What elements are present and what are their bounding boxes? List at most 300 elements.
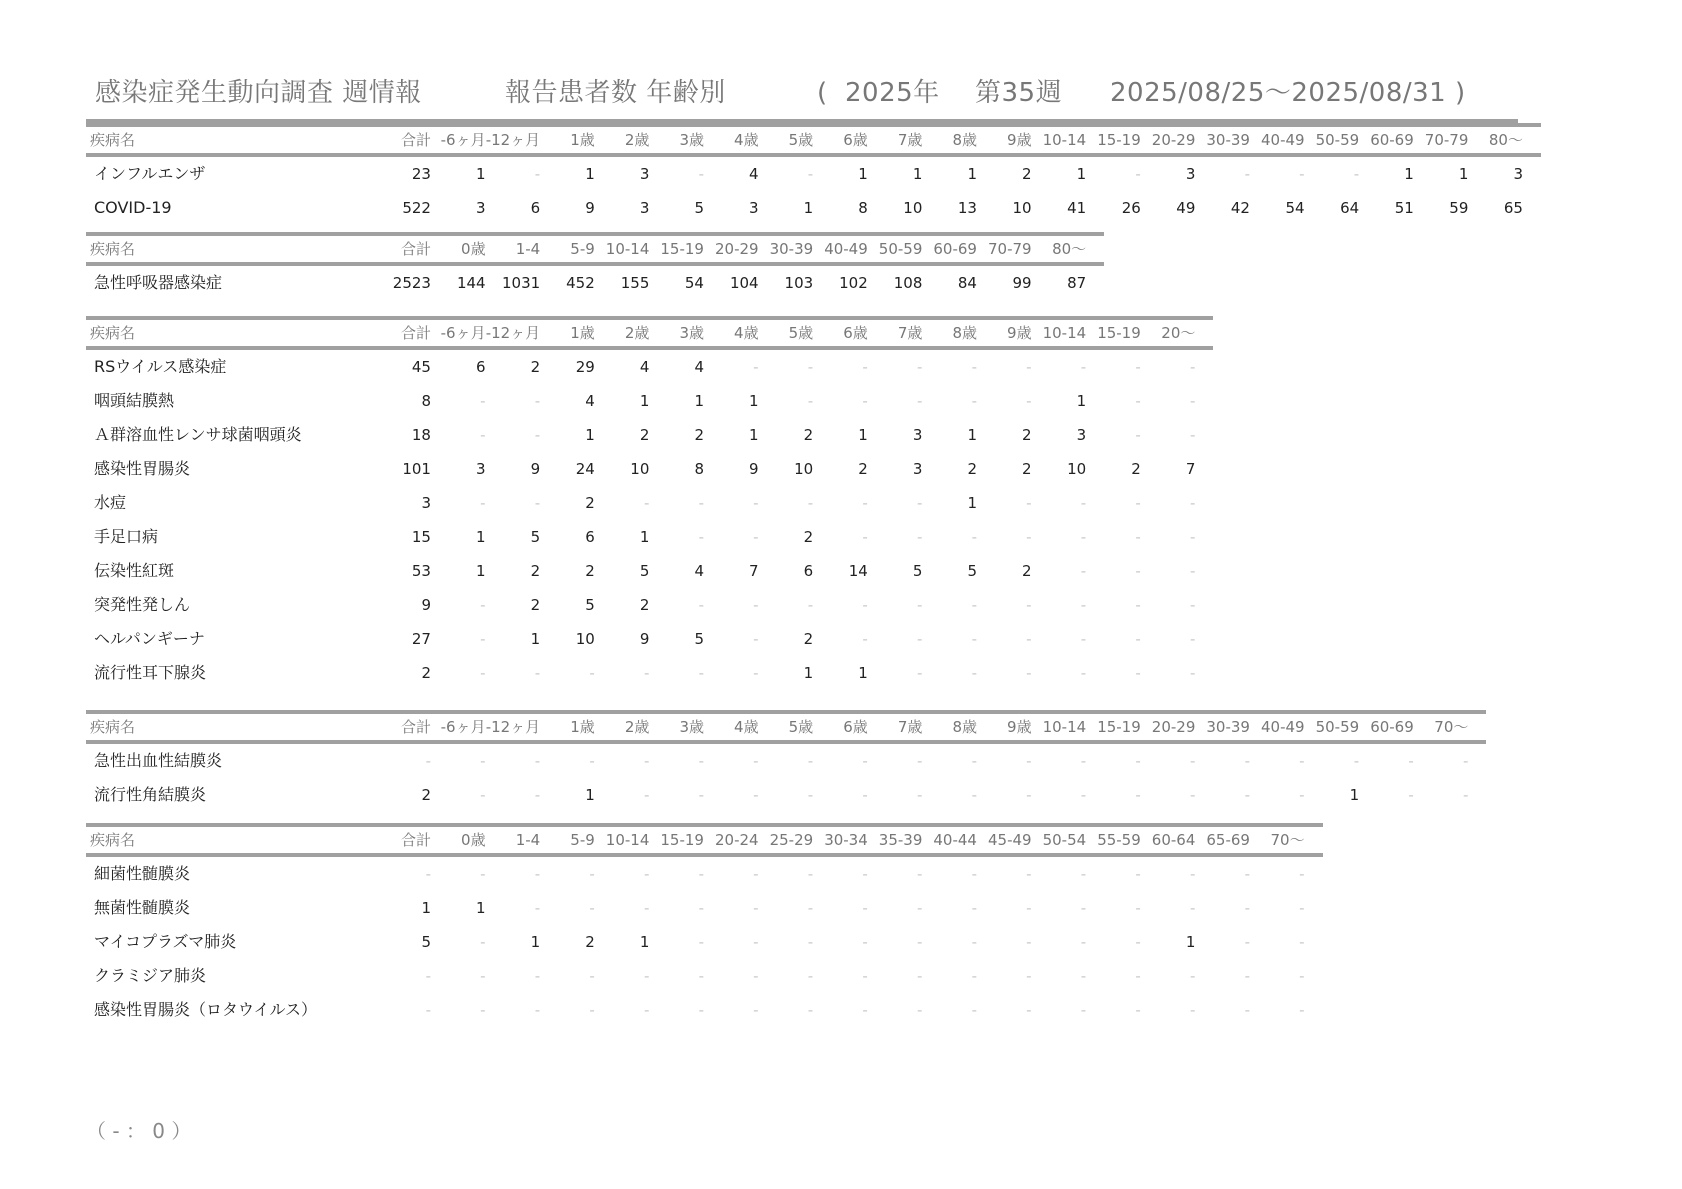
count-cell: 7 <box>749 562 759 580</box>
table-row <box>86 157 1541 191</box>
count-cell: 2 <box>1131 460 1141 478</box>
count-cell: - <box>1026 786 1032 804</box>
count-cell: - <box>480 596 486 614</box>
count-cell: - <box>1189 596 1196 614</box>
count-cell: - <box>1135 630 1141 648</box>
count-cell: - <box>1026 899 1032 917</box>
count-cell: - <box>1244 1001 1250 1019</box>
count-cell: - <box>1026 933 1032 951</box>
column-header: 20-29 <box>715 240 759 258</box>
column-header: 50-59 <box>1315 131 1360 149</box>
count-cell: 155 <box>620 274 650 292</box>
table-row <box>86 384 1213 418</box>
count-cell: 522 <box>402 199 431 217</box>
count-cell: - <box>753 752 759 770</box>
count-cell: - <box>1135 562 1141 580</box>
count-cell: - <box>916 528 923 546</box>
count-cell: 18 <box>411 426 431 444</box>
count-cell: - <box>862 630 868 648</box>
count-cell: 23 <box>411 165 431 183</box>
count-cell: 10 <box>575 630 595 648</box>
column-header: 合計 <box>400 131 431 149</box>
count-cell: 8 <box>694 460 704 478</box>
count-cell: 10 <box>903 199 923 217</box>
count-cell: 15 <box>411 528 431 546</box>
count-cell: - <box>971 1001 977 1019</box>
count-cell: - <box>1135 1001 1141 1019</box>
count-cell: - <box>1189 786 1196 804</box>
column-header: 3歳 <box>679 718 704 736</box>
count-cell: 9 <box>749 460 759 478</box>
count-cell: 1 <box>585 165 595 183</box>
column-header: 15-19 <box>660 240 704 258</box>
count-cell: - <box>1299 933 1305 951</box>
disease-name-cell: 急性出血性結膜炎 <box>94 751 223 770</box>
count-cell: - <box>698 664 704 682</box>
count-cell: - <box>698 1001 704 1019</box>
column-header: 25-29 <box>769 831 814 849</box>
count-cell: 5 <box>530 528 541 546</box>
column-header: 10-14 <box>605 831 650 849</box>
count-cell: 1031 <box>502 274 541 292</box>
count-cell: - <box>534 426 541 444</box>
disease-name-cell: 感染性胃腸炎 <box>94 459 191 478</box>
count-cell: 4 <box>694 562 704 580</box>
count-cell: 84 <box>957 274 977 292</box>
column-header: 9歳 <box>1007 718 1032 736</box>
column-header: 6歳 <box>843 131 868 149</box>
count-cell: 1 <box>858 426 868 444</box>
count-cell: - <box>1080 664 1087 682</box>
count-cell: - <box>916 392 923 410</box>
count-cell: - <box>643 865 650 883</box>
count-cell: 1 <box>803 199 814 217</box>
count-cell: - <box>862 899 868 917</box>
column-header: 70～ <box>1270 831 1305 849</box>
count-cell: - <box>1135 899 1141 917</box>
column-header: 2歳 <box>624 718 650 736</box>
report-week: 第35週 <box>975 78 1063 108</box>
column-header-disease-name: 疾病名 <box>90 131 136 149</box>
table-header-row <box>86 823 1323 857</box>
count-cell: 5 <box>421 933 431 951</box>
count-cell: 3 <box>476 199 486 217</box>
count-cell: - <box>425 967 431 985</box>
table-row <box>86 744 1486 778</box>
count-cell: - <box>1189 899 1196 917</box>
table-row <box>86 418 1213 452</box>
count-cell: - <box>807 967 814 985</box>
count-cell: - <box>589 967 595 985</box>
count-cell: - <box>698 528 704 546</box>
column-header: 30-34 <box>824 831 868 849</box>
count-cell: - <box>698 752 704 770</box>
count-cell: - <box>1080 1001 1087 1019</box>
count-cell: - <box>1189 562 1196 580</box>
count-cell: - <box>862 596 868 614</box>
count-cell: 1 <box>585 786 595 804</box>
count-cell: - <box>1026 1001 1032 1019</box>
count-cell: - <box>753 358 759 376</box>
column-header-disease-name: 疾病名 <box>90 324 136 342</box>
column-header: 4歳 <box>734 718 759 736</box>
count-cell: - <box>971 933 977 951</box>
count-cell: - <box>425 752 431 770</box>
column-header: 50-59 <box>1315 718 1360 736</box>
disease-table-4 <box>86 710 1486 812</box>
report-period: 2025/08/25～2025/08/31 <box>1110 78 1447 108</box>
count-cell: - <box>698 494 704 512</box>
count-cell: - <box>1135 865 1141 883</box>
count-cell: 1 <box>1185 933 1196 951</box>
count-cell: 452 <box>566 274 595 292</box>
report-year: 2025年 <box>845 78 940 108</box>
count-cell: - <box>1080 562 1087 580</box>
count-cell: - <box>1080 899 1087 917</box>
count-cell: - <box>916 494 923 512</box>
page-title <box>95 72 1466 109</box>
column-header: 10-14 <box>1042 718 1087 736</box>
count-cell: 4 <box>639 358 650 376</box>
count-cell: 3 <box>1076 426 1087 444</box>
count-cell: - <box>534 392 541 410</box>
count-cell: - <box>916 664 923 682</box>
column-header: 30-39 <box>769 240 814 258</box>
column-header: 合計 <box>400 324 431 342</box>
count-cell: - <box>807 358 814 376</box>
column-header: 35-39 <box>878 831 923 849</box>
count-cell: - <box>916 1001 923 1019</box>
count-cell: 1 <box>421 899 431 917</box>
table-row <box>86 554 1213 588</box>
count-cell: 1 <box>585 426 595 444</box>
disease-name-cell: クラミジア肺炎 <box>94 966 207 985</box>
count-cell: 3 <box>639 165 650 183</box>
count-cell: 5 <box>912 562 923 580</box>
count-cell: 3 <box>912 426 923 444</box>
column-header: 8歳 <box>952 718 977 736</box>
count-cell: 2 <box>530 562 541 580</box>
count-cell: - <box>589 664 595 682</box>
count-cell: - <box>534 899 541 917</box>
column-header: 合計 <box>400 718 431 736</box>
count-cell: 2 <box>585 494 595 512</box>
count-cell: - <box>698 165 704 183</box>
column-header: 60-64 <box>1151 831 1196 849</box>
count-cell: - <box>1135 967 1141 985</box>
count-cell: 59 <box>1449 199 1469 217</box>
count-cell: 9 <box>585 199 595 217</box>
count-cell: 10 <box>794 460 814 478</box>
count-cell: - <box>534 494 541 512</box>
count-cell: 4 <box>694 358 704 376</box>
count-cell: - <box>1244 967 1250 985</box>
count-cell: - <box>753 664 759 682</box>
report-title: 感染症発生動向調査 週情報 <box>95 78 422 108</box>
count-cell: 3 <box>1185 165 1196 183</box>
count-cell: 1 <box>639 933 650 951</box>
disease-name-cell: 急性呼吸器感染症 <box>94 273 223 292</box>
count-cell: - <box>1462 786 1469 804</box>
count-cell: - <box>1080 358 1087 376</box>
count-cell: - <box>643 786 650 804</box>
count-cell: 3 <box>912 460 923 478</box>
count-cell: - <box>753 1001 759 1019</box>
column-header: 合計 <box>400 240 431 258</box>
count-cell: 1 <box>749 426 759 444</box>
count-cell: - <box>1244 865 1250 883</box>
count-cell: - <box>1408 786 1414 804</box>
count-cell: - <box>480 865 486 883</box>
column-header: 3歳 <box>679 324 704 342</box>
dash-legend-footnote: （ - ： 0 ） <box>86 1119 192 1143</box>
count-cell: - <box>1189 865 1196 883</box>
count-cell: - <box>643 1001 650 1019</box>
column-header-disease-name: 疾病名 <box>90 240 136 258</box>
disease-name-cell: 突発性発しん <box>94 595 191 614</box>
count-cell: 2 <box>803 426 814 444</box>
count-cell: 6 <box>476 358 486 376</box>
count-cell: - <box>1080 865 1087 883</box>
count-cell: 27 <box>411 630 431 648</box>
table-header-row <box>86 232 1104 266</box>
disease-name-cell: 手足口病 <box>94 527 159 546</box>
count-cell: 7 <box>1185 460 1196 478</box>
count-cell: - <box>1135 358 1141 376</box>
count-cell: - <box>916 358 923 376</box>
column-header: 2歳 <box>624 131 650 149</box>
count-cell: - <box>698 967 704 985</box>
column-header: 60-69 <box>1370 131 1414 149</box>
count-cell: - <box>1189 392 1196 410</box>
count-cell: - <box>643 494 650 512</box>
count-cell: - <box>589 865 595 883</box>
count-cell: 1 <box>1349 786 1360 804</box>
count-cell: - <box>971 596 977 614</box>
count-cell: - <box>916 933 923 951</box>
count-cell: - <box>862 752 868 770</box>
count-cell: - <box>753 630 759 648</box>
count-cell: - <box>1189 426 1196 444</box>
column-header-disease-name: 疾病名 <box>90 718 136 736</box>
count-cell: 42 <box>1230 199 1250 217</box>
column-header: 1歳 <box>570 718 595 736</box>
count-cell: 99 <box>1012 274 1032 292</box>
count-cell: 1 <box>530 630 541 648</box>
count-cell: 103 <box>784 274 814 292</box>
count-cell: 10 <box>1067 460 1087 478</box>
column-header: 9歳 <box>1007 324 1032 342</box>
count-cell: 6 <box>530 199 541 217</box>
count-cell: - <box>1189 664 1196 682</box>
count-cell: - <box>1189 630 1196 648</box>
count-cell: 1 <box>476 528 486 546</box>
count-cell: - <box>1353 165 1360 183</box>
count-cell: 2 <box>803 528 814 546</box>
column-header: 1-4 <box>515 240 541 258</box>
count-cell: - <box>698 786 704 804</box>
count-cell: - <box>1026 392 1032 410</box>
count-cell: - <box>1135 494 1141 512</box>
disease-table-1 <box>86 123 1541 225</box>
period-open-paren: ( <box>817 78 828 108</box>
count-cell: 3 <box>476 460 486 478</box>
count-cell: - <box>1189 1001 1196 1019</box>
count-cell: 2 <box>421 664 431 682</box>
count-cell: - <box>534 752 541 770</box>
count-cell: 4 <box>749 165 759 183</box>
column-header: 5歳 <box>788 718 814 736</box>
disease-table-2 <box>86 232 1104 300</box>
count-cell: 108 <box>893 274 923 292</box>
disease-name-cell: 伝染性紅斑 <box>94 561 175 580</box>
table-header-row <box>86 123 1541 157</box>
column-header: 8歳 <box>952 131 977 149</box>
count-cell: 64 <box>1340 199 1360 217</box>
count-cell: - <box>1026 752 1032 770</box>
count-cell: 1 <box>1076 392 1087 410</box>
count-cell: - <box>589 752 595 770</box>
count-cell: 41 <box>1067 199 1087 217</box>
count-cell: 1 <box>967 426 977 444</box>
column-header: -12ヶ月 <box>485 324 541 342</box>
count-cell: 9 <box>639 630 650 648</box>
count-cell: 2 <box>694 426 704 444</box>
count-cell: 1 <box>639 528 650 546</box>
count-cell: - <box>1135 165 1141 183</box>
table-row <box>86 656 1213 690</box>
count-cell: 1 <box>967 165 977 183</box>
count-cell: - <box>971 899 977 917</box>
disease-name-cell: ヘルパンギーナ <box>94 629 205 648</box>
count-cell: 1 <box>858 165 868 183</box>
count-cell: - <box>753 494 759 512</box>
column-header: 65-69 <box>1206 831 1250 849</box>
count-cell: - <box>589 899 595 917</box>
count-cell: - <box>807 165 814 183</box>
count-cell: - <box>1462 752 1469 770</box>
count-cell: - <box>862 865 868 883</box>
column-header: 20～ <box>1161 324 1196 342</box>
disease-name-cell: 流行性角結膜炎 <box>94 785 207 804</box>
count-cell: - <box>425 1001 431 1019</box>
count-cell: - <box>480 933 486 951</box>
count-cell: 1 <box>912 165 923 183</box>
count-cell: 2 <box>530 596 541 614</box>
count-cell: - <box>1244 165 1250 183</box>
column-header: 50-59 <box>878 240 923 258</box>
count-cell: - <box>480 426 486 444</box>
count-cell: 1 <box>476 899 486 917</box>
count-cell: - <box>480 1001 486 1019</box>
count-cell: 2 <box>421 786 431 804</box>
count-cell: - <box>1026 358 1032 376</box>
column-header: -6ヶ月 <box>440 324 486 342</box>
count-cell: 3 <box>749 199 759 217</box>
count-cell: - <box>971 786 977 804</box>
count-cell: - <box>534 165 541 183</box>
count-cell: - <box>807 392 814 410</box>
count-cell: 1 <box>858 664 868 682</box>
count-cell: 45 <box>411 358 431 376</box>
count-cell: - <box>916 596 923 614</box>
column-header: 60-69 <box>1370 718 1414 736</box>
column-header: 7歳 <box>897 131 923 149</box>
count-cell: 29 <box>575 358 595 376</box>
column-header: 7歳 <box>897 718 923 736</box>
table-row <box>86 622 1213 656</box>
count-cell: 1 <box>1404 165 1414 183</box>
column-header: 15-19 <box>1097 131 1141 149</box>
table-row <box>86 266 1104 300</box>
column-header: 40-49 <box>1261 131 1305 149</box>
disease-name-cell: COVID-19 <box>94 198 172 217</box>
count-cell: 9 <box>530 460 541 478</box>
table-row <box>86 857 1323 891</box>
column-header: 7歳 <box>897 324 923 342</box>
count-cell: 9 <box>421 596 431 614</box>
column-header: 20-29 <box>1151 131 1196 149</box>
column-header: 80～ <box>1488 131 1523 149</box>
count-cell: - <box>971 358 977 376</box>
count-cell: 24 <box>575 460 595 478</box>
column-header: 2歳 <box>624 324 650 342</box>
count-cell: - <box>1135 933 1141 951</box>
column-header: 10-14 <box>605 240 650 258</box>
count-cell: - <box>698 865 704 883</box>
column-header: 40-49 <box>824 240 868 258</box>
count-cell: - <box>1244 899 1250 917</box>
count-cell: - <box>916 752 923 770</box>
count-cell: - <box>698 596 704 614</box>
column-header: 20-29 <box>1151 718 1196 736</box>
count-cell: - <box>480 664 486 682</box>
count-cell: 51 <box>1394 199 1414 217</box>
count-cell: - <box>1408 752 1414 770</box>
column-header: -6ヶ月 <box>440 718 486 736</box>
count-cell: - <box>1135 528 1141 546</box>
count-cell: - <box>1299 165 1305 183</box>
count-cell: - <box>1244 752 1250 770</box>
count-cell: 54 <box>684 274 704 292</box>
report-subtitle: 報告患者数 年齢別 <box>505 78 726 108</box>
count-cell: 54 <box>1285 199 1305 217</box>
count-cell: - <box>753 933 759 951</box>
column-header: 70～ <box>1434 718 1469 736</box>
column-header: 6歳 <box>843 718 868 736</box>
disease-name-cell: インフルエンザ <box>94 164 206 183</box>
count-cell: - <box>971 528 977 546</box>
count-cell: 3 <box>639 199 650 217</box>
disease-name-cell: RSウイルス感染症 <box>94 357 227 376</box>
column-header: 40-44 <box>933 831 977 849</box>
column-header: -6ヶ月 <box>440 131 486 149</box>
count-cell: - <box>1026 967 1032 985</box>
count-cell: - <box>480 494 486 512</box>
table-row <box>86 588 1213 622</box>
disease-name-cell: マイコプラズマ肺炎 <box>94 932 237 951</box>
count-cell: - <box>1189 528 1196 546</box>
column-header: 1歳 <box>570 324 595 342</box>
count-cell: - <box>753 596 759 614</box>
column-header: 10-14 <box>1042 131 1087 149</box>
disease-name-cell: 無菌性髄膜炎 <box>94 898 191 917</box>
count-cell: 1 <box>530 933 541 951</box>
count-cell: 2 <box>639 426 650 444</box>
count-cell: 2 <box>967 460 977 478</box>
column-header: 1-4 <box>515 831 541 849</box>
count-cell: - <box>534 865 541 883</box>
